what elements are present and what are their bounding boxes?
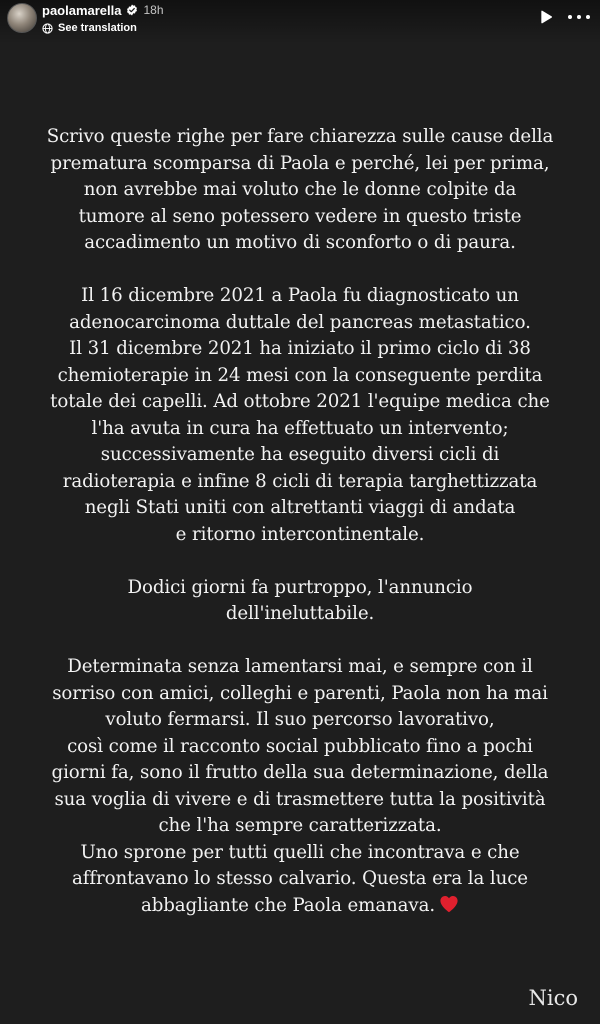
paragraph-1 <box>20 124 580 257</box>
text-line: Scrivo queste righe per fare chiarezza sulle cause della <box>46 126 554 147</box>
text-line: che l'ha sempre caratterizzata. <box>158 815 442 836</box>
text-line: dell'ineluttabile. <box>225 603 375 624</box>
text-line: così come il racconto social pubblicato fino a pochi <box>67 735 533 757</box>
text-line: tumore al seno potessero vedere in questo triste <box>78 205 522 227</box>
text-line: sorriso con amici, colleghi e parenti, Paola non ha mai <box>52 682 548 704</box>
paragraph-4 <box>20 654 580 919</box>
text-line: accadimento un motivo di sconforto o di paura. <box>84 232 516 253</box>
text-line: chemioterapie in 24 mesi con la conseguente perdita <box>57 364 543 386</box>
play-icon[interactable] <box>538 9 554 25</box>
text-line: Uno sprone per tutti quelli che incontrava e che <box>80 841 520 863</box>
text-line: giorni fa, sono il frutto della sua determinazione, della <box>51 762 549 783</box>
text-line: totale dei capelli. Ad ottobre 2021 l'equipe medica che <box>50 391 550 412</box>
username[interactable]: paolamarella <box>42 2 122 18</box>
paragraph-2 <box>20 283 580 548</box>
text-line: abbagliante che Paola emanava. <box>140 894 436 916</box>
text-line: prematura scomparsa di Paola e perché, lei per prima, <box>50 152 550 174</box>
see-translation-link[interactable] <box>42 20 137 36</box>
text-line: Il 16 dicembre 2021 a Paola fu diagnosticato un <box>81 285 519 306</box>
red-heart-icon <box>439 895 459 913</box>
verified-badge-icon <box>126 4 138 16</box>
avatar[interactable] <box>7 3 37 33</box>
text-line: sua voglia di vivere e di trasmettere tutta la positività <box>54 788 546 810</box>
text-line: negli Stati uniti con altrettanti viaggi di andata <box>84 497 516 518</box>
text-line: successivamente ha eseguito diversi cicli di <box>100 444 500 465</box>
post-time: 18h <box>143 3 164 17</box>
text-line: Il 31 dicembre 2021 ha iniziato il primo ciclo di 38 <box>69 338 531 359</box>
paragraph-3 <box>20 575 580 628</box>
text-line: e ritorno intercontinentale. <box>175 523 425 545</box>
dot <box>568 15 572 19</box>
more-options-icon[interactable] <box>568 10 590 24</box>
story-text <box>20 124 580 946</box>
signature: Nico <box>528 986 578 1010</box>
dot <box>586 15 590 19</box>
globe-icon <box>42 23 53 34</box>
text-line-with-heart <box>20 893 580 920</box>
see-translation-label[interactable]: See translation <box>58 22 137 34</box>
text-line: affrontavano lo stesso calvario. Questa era la luce <box>72 868 528 889</box>
text-line: voluto fermarsi. Il suo percorso lavorativo, <box>105 709 495 730</box>
dot <box>577 15 581 19</box>
text-line: radioterapia e infine 8 cicli di terapia targhettizzata <box>62 470 538 492</box>
text-line: Dodici giorni fa purtroppo, l'annuncio <box>127 576 473 598</box>
story-header <box>0 0 600 44</box>
username-row <box>42 1 164 19</box>
text-line: non avrebbe mai voluto che le donne colpite da <box>83 179 517 200</box>
text-line: adenocarcinoma duttale del pancreas metastatico. <box>69 311 531 333</box>
text-line: l'ha avuta in cura ha effettuato un intervento; <box>91 417 509 439</box>
text-line: Determinata senza lamentarsi mai, e sempre con il <box>67 656 533 677</box>
